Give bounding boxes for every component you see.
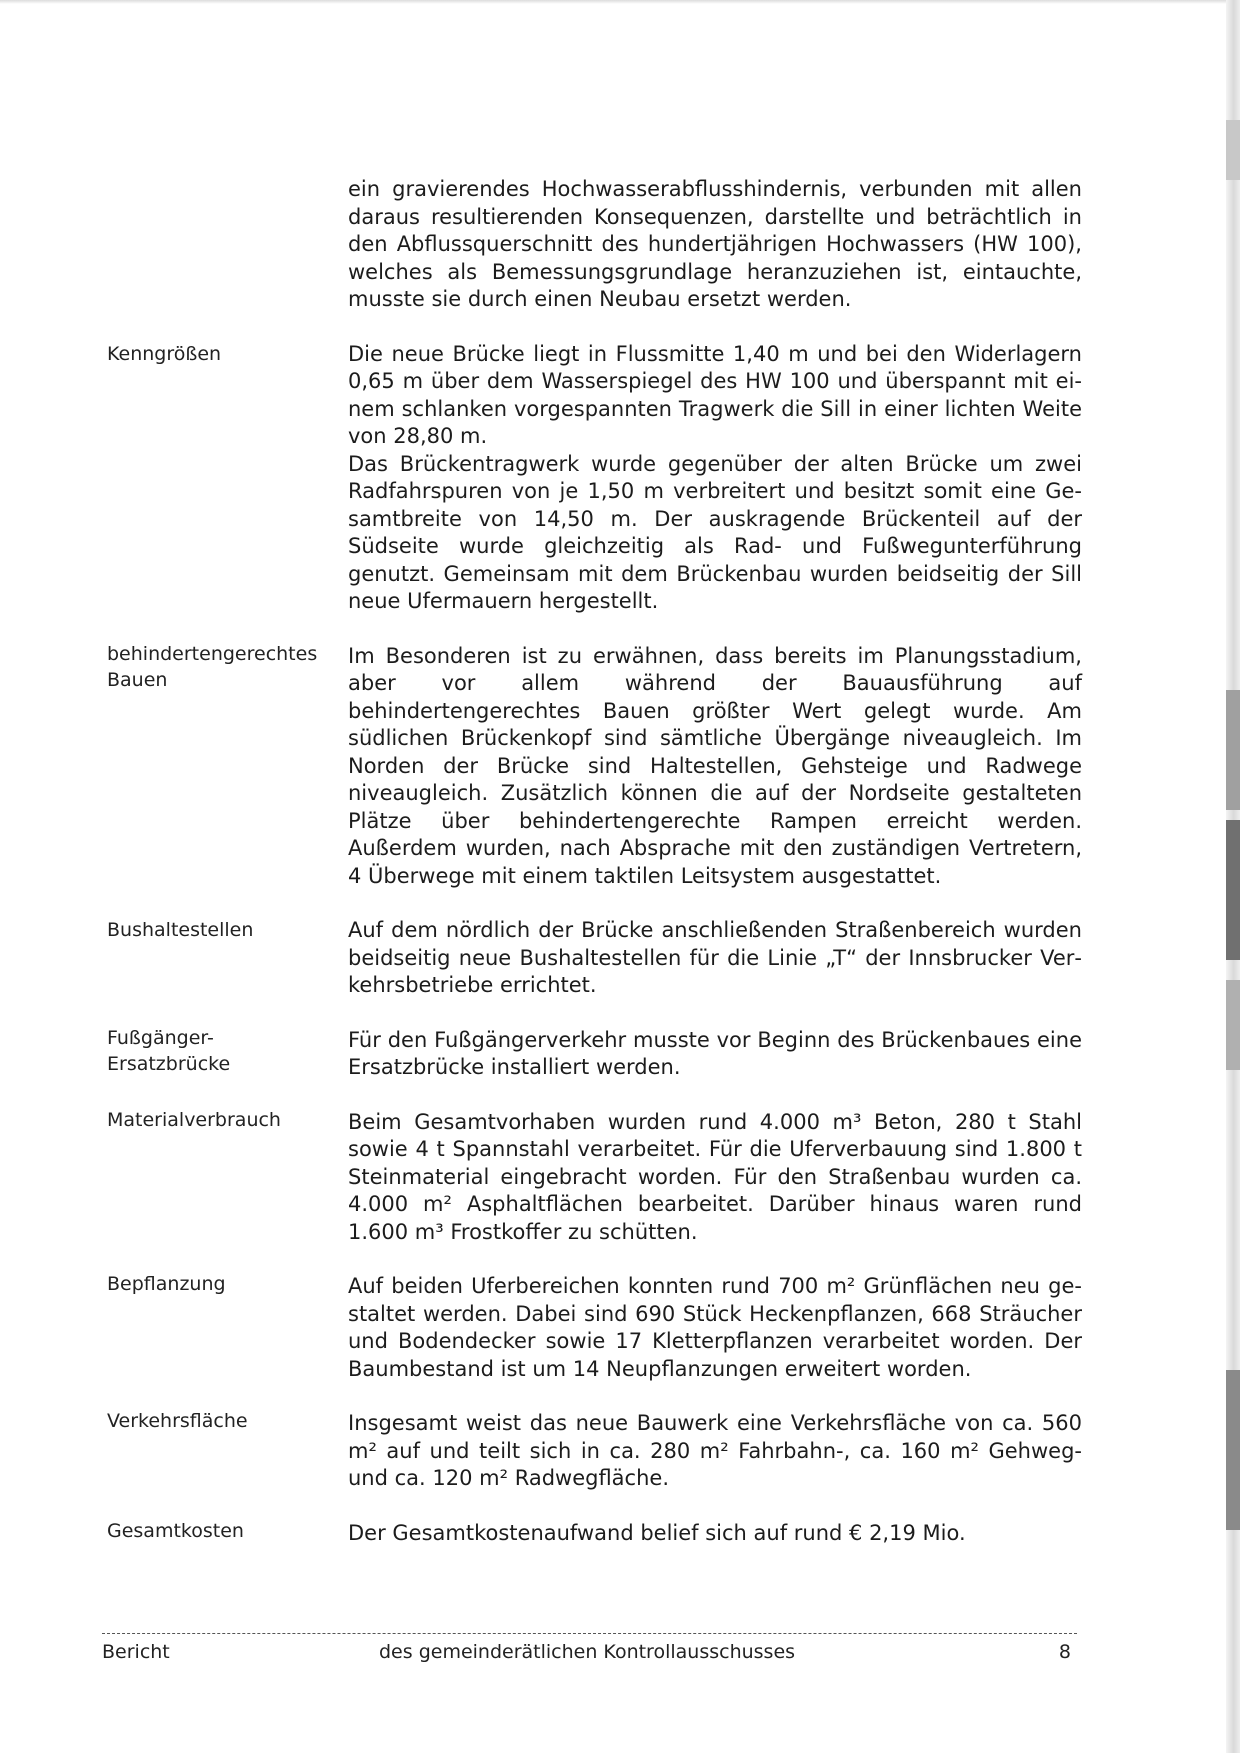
section-bushaltestellen <box>0 917 1240 1000</box>
section-text: Auf beiden Uferbereichen konnten rund 700 m² Grünflächen neu gestaltet werden. Dabei sind 690 Stück Heckenpflanzen, 668 Sträucher und Bodendecker sowie 17 Kletterpflanzen verarbeitet worden. Der Baumbestand ist um 14 Neupflanzungen erweitert worden. <box>348 1274 1082 1381</box>
section-behindertengerecht <box>0 643 1240 891</box>
section-label: Bushaltestellen <box>107 919 254 941</box>
section-verkehrsflaeche <box>0 1410 1240 1493</box>
footer-title: Bericht <box>102 1641 170 1663</box>
section-text: Beim Gesamtvorhaben wurden rund 4.000 m³ Beton, 280 t Stahl sowie 4 t Spannstahl verarbeitet. Für die Uferverbauung sind 1.800 t Steinmaterial eingebracht worden. Für den Straßenbau wurden ca. 4.000 m² Asphaltflächen bearbeitet. Darüber hinaus waren rund 1.600 m³ Frostkoffer zu schütten. <box>348 1109 1082 1244</box>
section-label: Verkehrsfläche <box>107 1410 248 1432</box>
section-label: Bepflanzung <box>107 1273 226 1295</box>
document-body <box>0 176 1240 1547</box>
section-text: Insgesamt weist das neue Bauwerk eine Verkehrsfläche von ca. 560 m² auf und teilt sich in ca. 280 m² Fahrbahn-, ca. 160 m² Gehweg- und ca. 120 m² Radwegfläche. <box>348 1411 1082 1490</box>
scan-top-edge <box>0 0 1240 4</box>
label-line: Fußgänger- <box>107 1026 214 1049</box>
section-text <box>348 341 1082 616</box>
label-line: Ersatzbrücke <box>107 1052 231 1075</box>
section-gesamtkosten <box>0 1520 1240 1548</box>
paragraph: Die neue Brücke liegt in Flussmitte 1,40 m und bei den Widerlagern 0,65 m über dem Wasserspiegel des HW 100 und überspannt mit einem schlanken vorgespannten Tragwerk die Sill in einer lichten Weite von 28,80 m. <box>348 341 1082 448</box>
intro-paragraph <box>0 176 1240 314</box>
page-footer <box>102 1633 1077 1669</box>
page-number: 8 <box>1058 1641 1071 1663</box>
section-label: Gesamtkosten <box>107 1519 244 1542</box>
label-line: behindertengerechtes <box>107 642 318 665</box>
section-label: Materialverbrauch <box>107 1108 281 1131</box>
section-text: Der Gesamtkostenaufwand belief sich auf rund € 2,19 Mio. <box>348 1520 966 1545</box>
section-text: Für den Fußgängerverkehr musste vor Beginn des Brückenbaues eine Ersatzbrücke installiert werden. <box>348 1027 1082 1079</box>
section-text: Im Besonderen ist zu erwähnen, dass bereits im Planungsstadium, aber vor allem während der Bauausführung auf behindertengerechtes Bauen größter Wert gelegt wurde. Am südlichen Brückenkopf sind sämtliche Übergänge niveaugleich. Im Norden der Brücke sind Haltestellen, Gehsteige und Radwege niveaugleich. Zusätzlich können die auf der Nordseite gestalteten Plätze über behindertengerechte Rampen erreicht werden. Außerdem wurden, nach Absprache mit den zuständigen Vertretern, 4 Überwege mit einem taktilen Leitsystem ausgestattet. <box>348 643 1082 888</box>
section-bepflanzung <box>0 1273 1240 1383</box>
intro-text: ein gravierendes Hochwasserabflusshindernis, verbunden mit allen daraus resultierenden Konsequenzen, darstellte und beträchtlich in den Abflussquerschnitt des hundertjährigen Hochwassers (HW 100), welches als Bemessungsgrundlage heranzuziehen ist, eintauchte, musste sie durch einen Neubau ersetzt werden. <box>348 177 1082 311</box>
section-materialverbrauch <box>0 1109 1240 1247</box>
section-label: Kenngrößen <box>107 342 222 365</box>
footer-subtitle: des gemeinderätlichen Kontrollausschusses <box>379 1641 796 1663</box>
section-ersatzbruecke <box>0 1027 1240 1082</box>
label-line: Bauen <box>107 668 168 691</box>
section-label <box>107 641 322 693</box>
paragraph: Das Brückentragwerk wurde gegenüber der alten Brücke um zwei Radfahrspuren von je 1,50 m verbreitert und besitzt somit eine Gesamtbreite von 14,50 m. Der auskragende Brückenteil auf der Südseite wurde gleichzeitig als Rad- und Fußwegunterführung genutzt. Gemeinsam mit dem Brückenbau wurden beidseitig der Sill neue Ufermauern hergestellt. <box>348 451 1082 613</box>
section-label <box>107 1025 322 1077</box>
section-kenngroessen <box>0 341 1240 616</box>
section-text: Auf dem nördlich der Brücke anschließenden Straßenbereich wurden beidseitig neue Bushaltestellen für die Linie „T“ der Innsbrucker Verkehrsbetriebe errichtet. <box>348 918 1082 997</box>
